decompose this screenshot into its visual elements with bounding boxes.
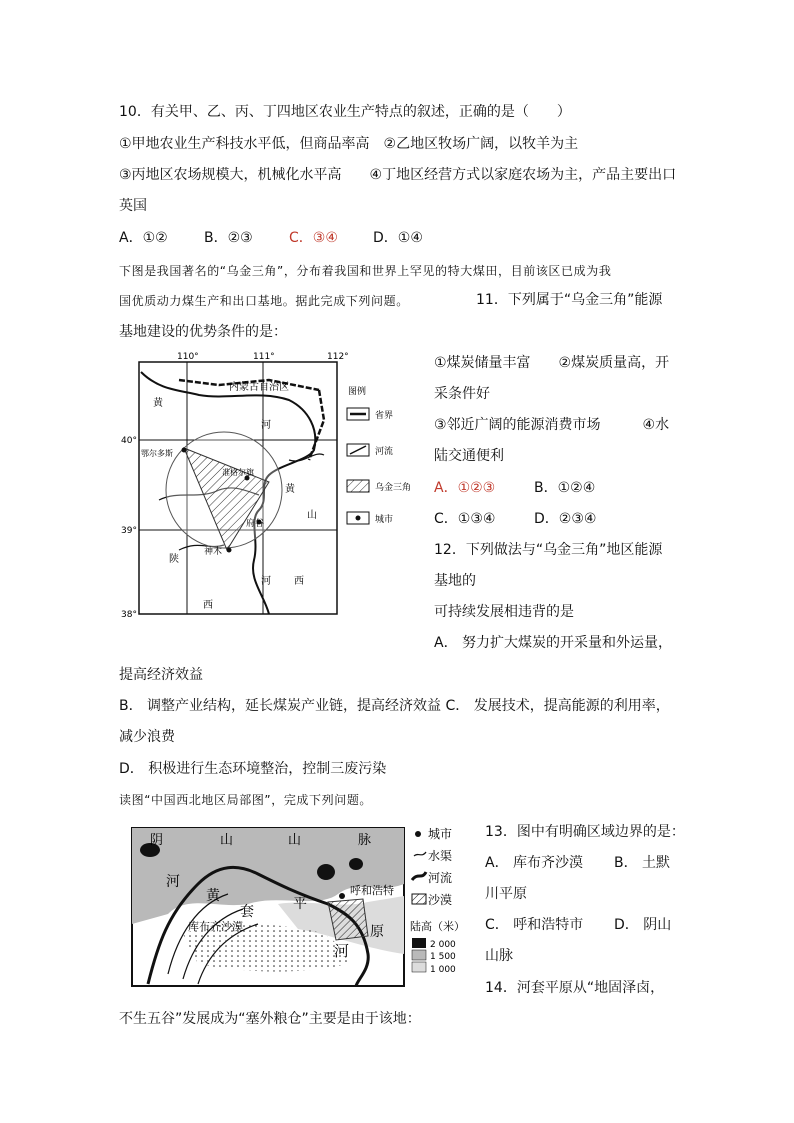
legend-city: 城市 — [428, 827, 453, 841]
legend-e3: 1 000 — [430, 965, 456, 975]
label-huang: 黄 — [153, 398, 163, 409]
label-ping: 平 — [293, 896, 307, 912]
q12-option-a-2: 提高经济效益 — [119, 667, 203, 683]
q12-option-c-2: 减少浪费 — [119, 729, 175, 745]
q13-option-d-2: 山脉 — [485, 948, 513, 964]
legend-e1: 2 000 — [430, 940, 456, 950]
lat-38: 38° — [121, 610, 137, 620]
lon-111: 111° — [253, 352, 275, 362]
label-shan2: 山 — [288, 833, 302, 848]
city-shenmu — [227, 548, 232, 553]
intro1-line2: 国优质动力煤生产和出口基地。据此完成下列问题。 — [119, 294, 409, 308]
lon-112: 112° — [327, 352, 349, 362]
q12-stem-1: 12．下列做法与“乌金三角”地区能源 — [434, 542, 663, 558]
label-xi: 西 — [203, 600, 213, 611]
legend-title: 图例 — [348, 387, 367, 397]
label-fugu: 府谷 — [246, 519, 265, 529]
legend-triangle: 乌金三角 — [375, 483, 412, 493]
legend-border: 省界 — [375, 411, 394, 421]
q10-stem: 10．有关甲、乙、丙、丁四地区农业生产特点的叙述，正确的是（ ） — [119, 104, 571, 120]
label-shan2: 山 — [307, 510, 317, 521]
q12-option-a-1: A． 努力扩大煤炭的开采量和外运量， — [434, 635, 673, 651]
q11-statement-2b: 陆交通便利 — [434, 448, 504, 464]
label-xi2: 西 — [294, 576, 304, 587]
label-shan: 陕 — [169, 554, 179, 565]
label-he: 河 — [166, 874, 180, 890]
q10-statement-1: ①甲地农业生产科技水平低，但商品率高 ②乙地区牧场广阔，以牧羊为主 — [119, 136, 579, 152]
label-shenmu: 神木 — [204, 547, 223, 557]
label-he2: 河 — [261, 576, 271, 587]
label-erdos: 鄂尔多斯 — [141, 449, 173, 458]
legend-city: 城市 — [375, 515, 394, 525]
legend-river: 河流 — [375, 447, 394, 457]
q11-option-b: B．①②④ — [534, 480, 596, 496]
peak-3 — [349, 858, 363, 870]
legend-river: 河流 — [428, 871, 453, 885]
map-wujin-triangle — [119, 350, 419, 622]
legend-desert: 沙漠 — [428, 893, 453, 907]
q11-stem-end: 基地建设的优势条件的是： — [119, 324, 287, 340]
q11-stem-start: 11．下列属于“乌金三角”能源 — [476, 292, 663, 308]
legend-desert-swatch — [412, 894, 426, 904]
label-shan1: 山 — [220, 833, 234, 848]
label-zhungeer: 准格尔旗 — [222, 468, 254, 477]
city-erdos — [182, 448, 187, 453]
q11-statement-2a: ③邻近广阔的能源消费市场 ④水 — [434, 417, 670, 433]
peak-2 — [317, 864, 335, 880]
q12-stem-3: 可持续发展相违背的是 — [434, 604, 574, 620]
q11-option-d: D．②③④ — [534, 511, 597, 527]
city-huhehaote — [339, 893, 345, 899]
label-huang: 黄 — [206, 888, 220, 904]
q11-statement-1a: ①煤炭储量丰富 ②煤炭质量高，开 — [434, 355, 670, 371]
q10-option-d: D．①④ — [373, 230, 423, 246]
label-tao: 套 — [240, 904, 254, 920]
label-he2: 河 — [334, 942, 350, 960]
q11-option-a: A．①②③ — [434, 480, 496, 496]
q12-stem-2: 基地的 — [434, 573, 476, 589]
label-kubuqi: 库布齐沙漠 — [188, 920, 243, 933]
q10-option-b: B．②③ — [204, 230, 253, 246]
q13-option-b-2: 川平原 — [485, 886, 527, 902]
q10-option-a: A．①② — [119, 230, 168, 246]
q12-option-b: B． 调整产业结构，延长煤炭产业链，提高经济效益 C． 发展技术，提高能源的利用率， — [119, 698, 670, 714]
legend-canal: 水渠 — [428, 849, 453, 863]
map-northwest-china — [128, 824, 473, 992]
intro2: 读图“中国西北地区局部图”，完成下列问题。 — [119, 793, 373, 807]
label-he: 河 — [261, 420, 271, 431]
label-mai: 脉 — [358, 833, 372, 848]
q10-option-c: C．③④ — [289, 230, 338, 246]
legend-triangle-swatch — [347, 480, 369, 492]
q13-stem: 13．图中有明确区域边界的是： — [485, 824, 685, 840]
lat-39: 39° — [121, 526, 137, 536]
q11-option-c: C．①③④ — [434, 511, 496, 527]
q12-option-d: D． 积极进行生态环境整治，控制三废污染 — [119, 761, 387, 777]
q13-option-c: C． 呼和浩特市 — [485, 917, 584, 933]
legend-elevation: 陆高（米） — [410, 920, 465, 933]
lat-40: 40° — [121, 436, 137, 446]
label-region: 内蒙古自治区 — [229, 382, 289, 393]
lon-110: 110° — [177, 352, 199, 362]
q10-statement-2: ③丙地区农场规模大，机械化水平高 ④丁地区经营方式以家庭农场为主，产品主要出口 — [119, 167, 677, 183]
label-yin: 阴 — [150, 833, 164, 848]
legend-e2: 1 500 — [430, 952, 456, 962]
label-yuan: 原 — [370, 924, 384, 940]
q11-statement-1b: 采条件好 — [434, 386, 490, 402]
q10-statement-3: 英国 — [119, 198, 147, 214]
q14-stem-2: 不生五谷”发展成为“塞外粮仓”主要是由于该地： — [119, 1011, 421, 1027]
label-jin: 黄 — [285, 484, 295, 495]
q13-option-a: A． 库布齐沙漠 — [485, 855, 584, 871]
q14-stem-1: 14．河套平原从“地固泽卤， — [485, 980, 665, 996]
intro1-line1: 下图是我国著名的“乌金三角”，分布着我国和世界上罕见的特大煤田，目前该区已成为我 — [119, 264, 612, 278]
q13-option-b-1: B． 土默 — [614, 855, 671, 871]
q13-option-d-1: D． 阴山 — [614, 917, 672, 933]
label-huhehaote: 呼和浩特 — [350, 884, 394, 897]
